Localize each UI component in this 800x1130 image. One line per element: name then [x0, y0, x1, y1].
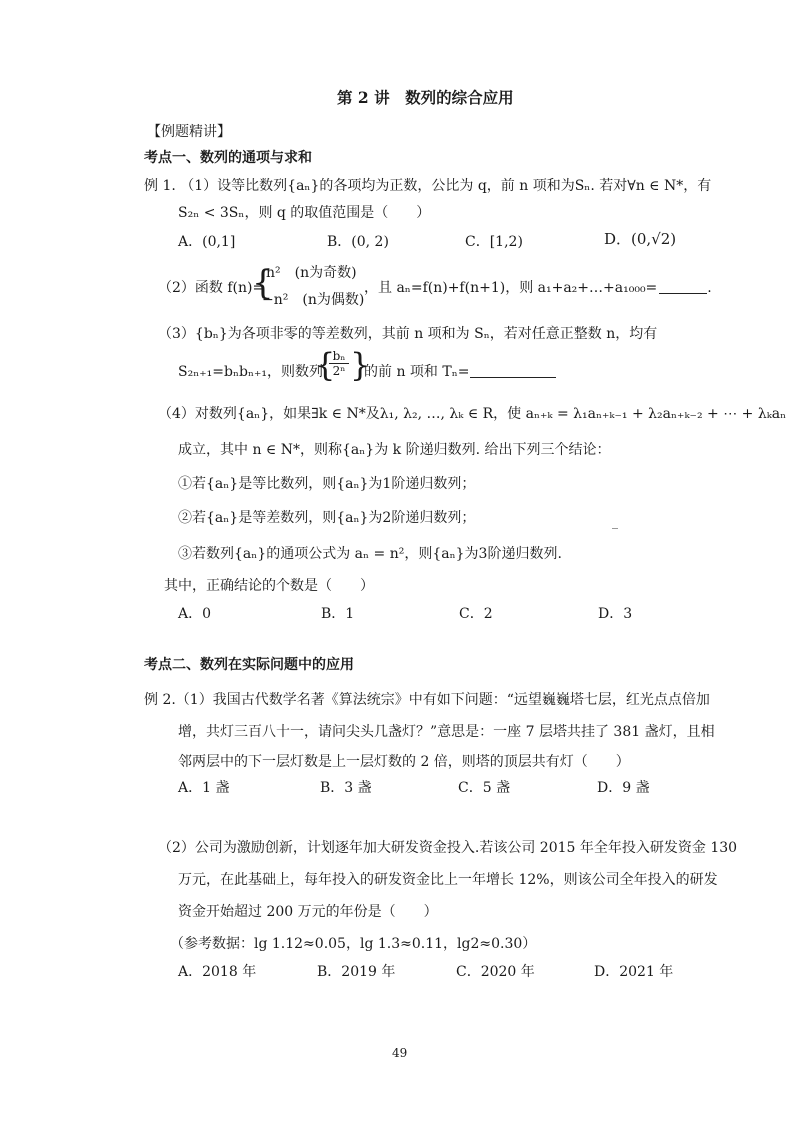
ex2-q2-option-a: A．2018 年: [178, 964, 257, 980]
ex1-q3-line1: （3）{bₙ}为各项非零的等差数列，其前 n 项和为 Sₙ，若对任意正整数 n，均有: [158, 326, 658, 342]
fraction-numerator: bₙ: [329, 349, 349, 364]
ex1-q1-option-a: A．(0,1]: [178, 234, 236, 250]
ex1-q2-case1: n² (n为奇数): [266, 265, 357, 281]
ex1-q4-conclusion-2: ②若{aₙ}是等差数列，则{aₙ}为2阶递归数列；: [178, 510, 476, 526]
ex2-q1-line2: 增，共灯三百八十一，请问尖头几盏灯？”意思是：一座 7 层塔共挂了 381 盏灯，且相: [178, 724, 715, 740]
ex1-q1-option-b: B．(0, 2): [327, 234, 389, 250]
ex2-q1-option-b: B．3 盏: [320, 780, 372, 796]
ex2-q2-option-b: B．2019 年: [317, 964, 396, 980]
page-number: 49: [392, 1046, 408, 1060]
ex1-q3-line2-b: 的前 n 项和 Tₙ=: [364, 362, 556, 382]
scan-artifact: [612, 528, 618, 529]
ex1-q3-fraction: [329, 349, 349, 378]
ex1-q4-line2: 成立，其中 n ∈ N*，则称{aₙ}为 k 阶递归数列. 给出下列三个结论：: [178, 442, 611, 458]
ex1-q4-option-a: A．0: [178, 606, 212, 622]
ex1-q4-conclusion-3: ③若数列{aₙ}的通项公式为 aₙ = n²，则{aₙ}为3阶递归数列.: [178, 546, 562, 562]
ex1-q2-suffix: ，且 aₙ=f(n)+f(n+1)，则 a₁+a₂+…+a₁₀₀₀= .: [364, 280, 712, 296]
topic-heading-2: 考点二、数列在实际问题中的应用: [144, 657, 354, 673]
ex1-q4-option-c: C．2: [459, 606, 493, 622]
set-brace-right: }: [350, 346, 371, 384]
ex1-q2-case2: −n² (n为偶数): [262, 292, 365, 308]
ex1-q4-option-b: B．1: [321, 606, 355, 622]
ex1-q1-option-d: D．(0,√2): [604, 230, 677, 248]
ex1-q1-option-c: C．[1,2): [465, 234, 523, 250]
ex2-q1-line1: 例 2.（1）我国古代数学名著《算法统宗》中有如下问题：“远望巍巍塔七层，红光点点倍加: [144, 692, 710, 708]
ex2-q1-option-d: D．9 盏: [597, 780, 650, 796]
page-title: 第 2 讲 数列的综合应用: [337, 88, 514, 107]
ex1-q4-option-d: D．3: [598, 606, 633, 622]
ex2-q2-line3: 资金开始超过 200 万元的年份是（ ）: [178, 904, 438, 920]
ex2-q2-line1: （2）公司为激励创新，计划逐年加大研发资金投入.若该公司 2015 年全年投入研发资金 130: [158, 840, 738, 856]
ex1-q2-prefix: （2）函数 f(n)=: [158, 280, 265, 296]
section-label: 【例题精讲】: [147, 124, 231, 140]
ex1-q1-line1: 例 1. （1）设等比数列{aₙ}的各项均为正数，公比为 q，前 n 项和为Sₙ. 若对∀n ∈ N*，有: [144, 178, 712, 194]
ex2-q1-option-a: A．1 盏: [178, 780, 230, 796]
ex2-q2-reference-data: （参考数据：lg 1.12≈0.05，lg 1.3≈0.11，lg2≈0.30）: [170, 936, 537, 952]
ex1-q4-line1: （4）对数列{aₙ}，如果∃k ∈ N*及λ₁, λ₂, …, λₖ ∈ R，使 aₙ₊ₖ = λ₁aₙ₊ₖ₋₁ + λ₂aₙ₊ₖ₋₂ + ⋯ + λₖaₙ: [158, 406, 787, 422]
ex2-q2-option-c: C．2020 年: [456, 964, 535, 980]
set-brace-left: {: [315, 346, 336, 384]
fraction-denominator: 2ⁿ: [332, 364, 346, 378]
ex1-q1-line2: S₂ₙ < 3Sₙ，则 q 的取值范围是（ ）: [178, 205, 431, 221]
ex2-q2-option-d: D．2021 年: [594, 964, 674, 980]
ex1-q4-question: 其中，正确结论的个数是（ ）: [164, 578, 374, 594]
ex2-q1-option-c: C．5 盏: [458, 780, 511, 796]
piecewise-brace: {: [252, 263, 274, 303]
ex1-q3-line2-a: S₂ₙ₊₁=bₙbₙ₊₁，则数列: [178, 364, 324, 380]
ex1-q4-conclusion-1: ①若{aₙ}是等比数列，则{aₙ}为1阶递归数列；: [178, 476, 476, 492]
ex2-q2-line2: 万元，在此基础上，每年投入的研发资金比上一年增长 12%，则该公司全年投入的研发: [178, 872, 718, 888]
ex2-q1-line3: 邻两层中的下一层灯数是上一层灯数的 2 倍，则塔的顶层共有灯（ ）: [178, 754, 630, 770]
topic-heading-1: 考点一、数列的通项与求和: [144, 150, 312, 166]
